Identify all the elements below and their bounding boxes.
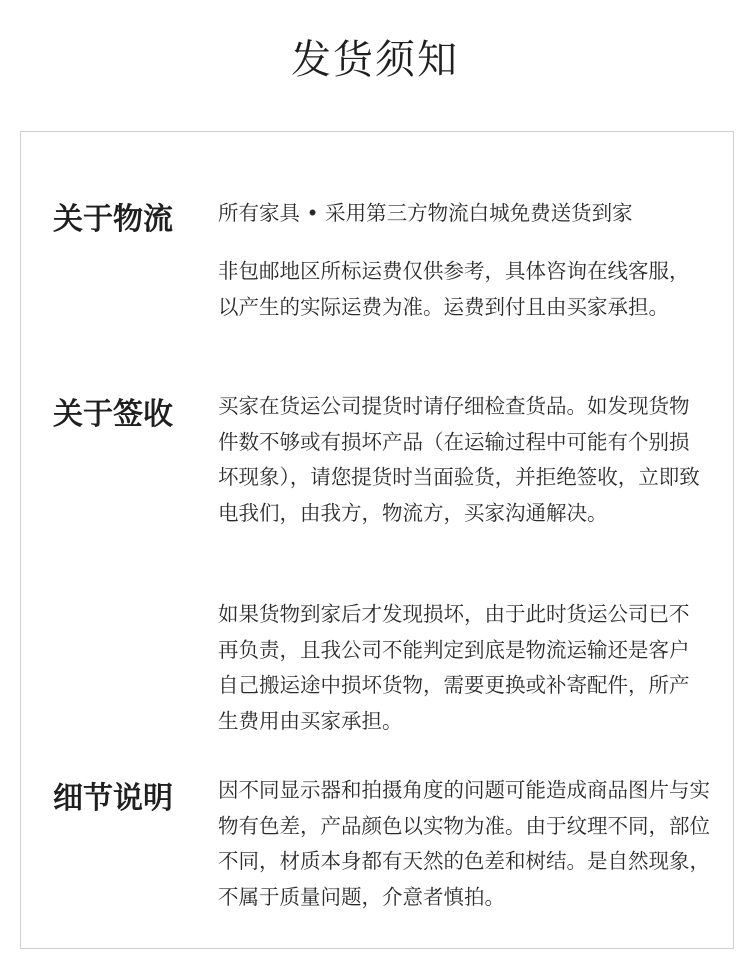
logistics-paragraph-1: 所有家具 • 采用第三方物流白城免费送货到家	[218, 201, 633, 225]
receiving-paragraph-1: 买家在货运公司提货时请仔细检查货品。如发现货物件数不够或有损坏产品（在运输过程中可能有个别损坏现象），请您提货时当面验货，并拒绝签收，立即致电我们，由我方，物流方，买家沟通解决。	[218, 394, 700, 525]
page-title: 发货须知	[291, 37, 459, 83]
logistics-paragraph-2: 非包邮地区所标运费仅供参考，具体咨询在线客服，以产生的实际运费为准。运费到付且由买家承担。	[218, 259, 690, 319]
section-heading-details: 细节说明	[53, 781, 173, 816]
receiving-paragraph-2: 如果货物到家后才发现损坏，由于此时货运公司已不再负责，且我公司不能判定到底是物流运输还是客户自己搬运途中损坏货物，需要更换或补寄配件，所产生费用由买家承担。	[218, 602, 690, 733]
notice-panel	[20, 131, 734, 949]
section-heading-logistics: 关于物流	[53, 202, 173, 237]
section-heading-receiving: 关于签收	[53, 397, 173, 432]
details-paragraph-1: 因不同显示器和拍摄角度的问题可能造成商品图片与实物有色差，产品颜色以实物为准。由于纹理不同，部位不同，材质本身都有天然的色差和树结。是自然现象，不属于质量问题，介意者慎拍。	[218, 778, 710, 909]
